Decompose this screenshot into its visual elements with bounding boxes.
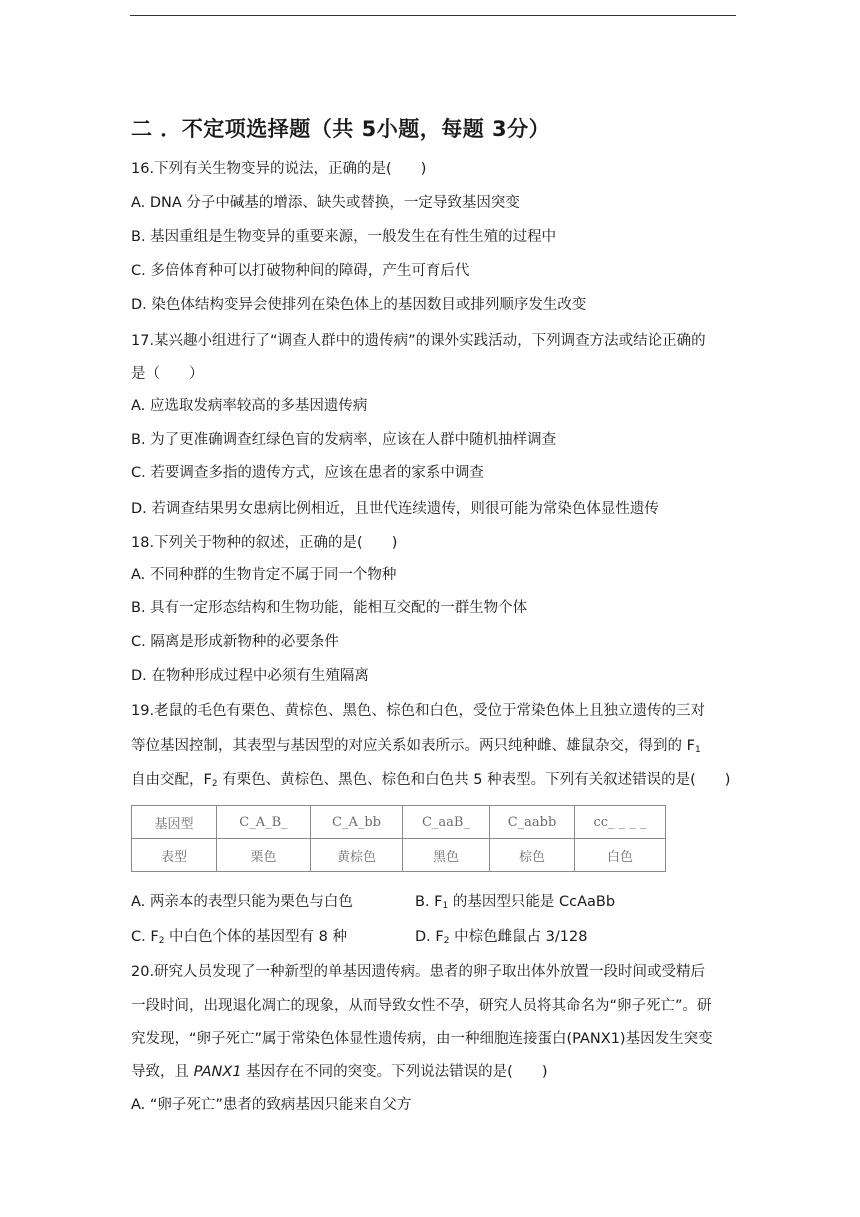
q20-option-a: A. “卵子死亡”患者的致病基因只能来自父方 [131, 1097, 412, 1113]
q16-option-b: B. 基因重组是生物变异的重要来源，一般发生在有性生殖的过程中 [131, 229, 557, 245]
q19-option-b-sub: 1 [442, 901, 449, 911]
q19-option-b-text: 的基因型只能是 CcAaBb [448, 894, 616, 910]
q20-gene-name: PANX1 [193, 1064, 242, 1080]
table-header-genotype: 基因型 [132, 806, 217, 839]
q17-option-a: A. 应选取发病率较高的多基因遗传病 [131, 398, 368, 414]
header-rule [130, 15, 736, 16]
section-heading: 二 ．不定项选择题（共 5小题，每题 3分） [131, 117, 551, 141]
q17-option-b: B. 为了更准确调查红绿色盲的发病率，应该在人群中随机抽样调查 [131, 432, 557, 448]
q19-stem-line2-sub: 1 [694, 745, 701, 755]
q19-stem-line3 [131, 770, 730, 794]
q19-stem-line3-b: 有栗色、黄棕色、黑色、棕色和白色共 5 种表型。下列有关叙述错误的是( ) [217, 772, 731, 788]
table-cell-genotype: C_aabb [490, 806, 575, 839]
q18-option-d: D. 在物种形成过程中必须有生殖隔离 [131, 668, 369, 684]
table-cell-phenotype: 白色 [575, 839, 666, 872]
table-row-phenotype [132, 839, 666, 872]
q17-stem-line2: 是（ ） [131, 366, 204, 382]
q20-stem-line4 [131, 1062, 547, 1082]
genotype-phenotype-table [131, 805, 666, 872]
q16-stem: 16.下列有关生物变异的说法，正确的是( ) [131, 161, 427, 177]
q19-stem-line3-sub: 2 [211, 779, 218, 789]
table-cell-phenotype: 棕色 [490, 839, 575, 872]
q16-option-a: A. DNA 分子中碱基的增添、缺失或替换，一定导致基因突变 [131, 195, 520, 211]
q19-option-b [415, 892, 615, 916]
q19-option-d-text: 中棕色雌鼠占 3/128 [449, 929, 588, 945]
table-header-phenotype: 表型 [132, 839, 217, 872]
q20-stem-line3: 究发现，“卵子死亡”属于常染色体显性遗传病，由一种细胞连接蛋白(PANX1)基因发生突变 [131, 1031, 713, 1047]
q19-option-c-text: 中白色个体的基因型有 8 种 [164, 929, 347, 945]
q18-option-b: B. 具有一定形态结构和生物功能，能相互交配的一群生物个体 [131, 600, 528, 616]
q19-stem-line1: 19.老鼠的毛色有栗色、黄棕色、黑色、棕色和白色，受位于常染色体上且独立遗传的三对 [131, 703, 706, 719]
q20-stem-line4-a: 导致，且 [131, 1064, 194, 1080]
q18-stem: 18.下列关于物种的叙述，正确的是( ) [131, 535, 398, 551]
q17-option-d: D. 若调查结果男女患病比例相近，且世代连续遗传，则很可能为常染色体显性遗传 [131, 501, 659, 517]
table-cell-genotype: C_A_B_ [217, 806, 311, 839]
table-cell-phenotype: 黄棕色 [311, 839, 403, 872]
q20-stem-line4-b: 基因存在不同的突变。下列说法错误的是( ) [241, 1064, 548, 1080]
q19-option-c-prefix: C. F [131, 929, 159, 945]
q19-option-d-prefix: D. F [415, 929, 444, 945]
q19-stem-line3-a: 自由交配，F [131, 772, 212, 788]
q16-option-d: D. 染色体结构变异会使排列在染色体上的基因数目或排列顺序发生改变 [131, 297, 587, 313]
table-row-genotype [132, 806, 666, 839]
q19-option-c [131, 927, 347, 951]
q19-option-b-prefix: B. F [415, 894, 443, 910]
q19-option-d [415, 927, 587, 951]
q18-option-c: C. 隔离是形成新物种的必要条件 [131, 634, 339, 650]
table-cell-genotype: C_aaB_ [403, 806, 490, 839]
table-cell-genotype: cc_ _ _ _ [575, 806, 666, 839]
table-cell-phenotype: 黑色 [403, 839, 490, 872]
q19-option-c-sub: 2 [158, 936, 165, 946]
q19-option-a: A. 两亲本的表型只能为栗色与白色 [131, 894, 353, 910]
q19-stem-line2 [131, 736, 701, 760]
q20-stem-line2: 一段时间，出现退化凋亡的现象，从而导致女性不孕，研究人员将其命名为“卵子死亡”。研 [131, 998, 712, 1014]
table-cell-genotype: C_A_bb [311, 806, 403, 839]
q16-option-c: C. 多倍体育种可以打破物种间的障碍，产生可育后代 [131, 263, 470, 279]
q20-stem-line1: 20.研究人员发现了一种新型的单基因遗传病。患者的卵子取出体外放置一段时间或受精后 [131, 964, 706, 980]
q17-stem-line1: 17.某兴趣小组进行了“调查人群中的遗传病”的课外实践活动，下列调查方法或结论正确的 [131, 333, 706, 349]
q19-stem-line2-text: 等位基因控制，其表型与基因型的对应关系如表所示。两只纯种雌、雄鼠杂交，得到的 F [131, 738, 695, 754]
table-cell-phenotype: 栗色 [217, 839, 311, 872]
q19-option-d-sub: 2 [443, 936, 450, 946]
q18-option-a: A. 不同种群的生物肯定不属于同一个物种 [131, 567, 397, 583]
q17-option-c: C. 若要调查多指的遗传方式，应该在患者的家系中调查 [131, 465, 484, 481]
